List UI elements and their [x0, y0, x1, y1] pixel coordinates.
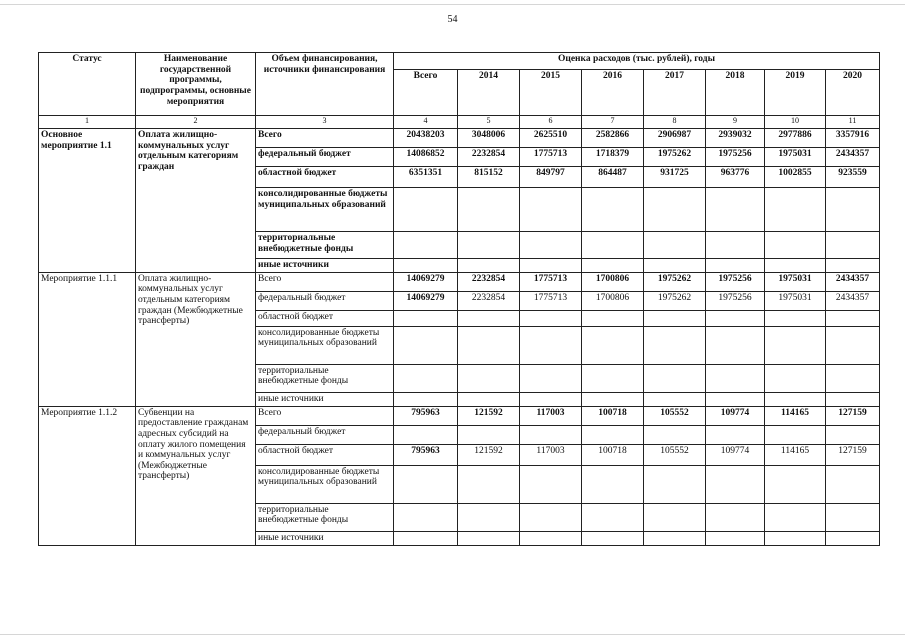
value-year [582, 310, 644, 326]
value-total [394, 465, 458, 503]
value-year: 1775713 [520, 148, 582, 167]
value-year [706, 364, 765, 392]
value-year: 3048006 [458, 129, 520, 148]
value-year: 2232854 [458, 148, 520, 167]
value-year [644, 232, 706, 259]
column-number: 5 [458, 116, 520, 129]
section-status: Основное мероприятие 1.1 [39, 129, 136, 273]
value-year: 1975031 [765, 148, 826, 167]
value-year [520, 425, 582, 444]
value-year [706, 531, 765, 545]
value-year: 121592 [458, 444, 520, 465]
section-status: Мероприятие 1.1.1 [39, 272, 136, 406]
value-year [644, 326, 706, 364]
value-year: 2434357 [826, 272, 880, 291]
financing-source: консолидированные бюджеты муниципальных образований [256, 465, 394, 503]
value-year [644, 503, 706, 531]
value-year: 2582866 [582, 129, 644, 148]
value-year [458, 425, 520, 444]
value-year [520, 310, 582, 326]
value-year: 2232854 [458, 272, 520, 291]
value-year [706, 392, 765, 406]
value-year [582, 259, 644, 273]
section-name: Оплата жилищно-коммунальных услуг отдельным категориям граждан (Межбюджетные трансферты) [136, 272, 256, 406]
financing-source: федеральный бюджет [256, 291, 394, 310]
column-number: 8 [644, 116, 706, 129]
value-year: 3357916 [826, 129, 880, 148]
financing-source: иные источники [256, 392, 394, 406]
value-total: 20438203 [394, 129, 458, 148]
financing-source: федеральный бюджет [256, 148, 394, 167]
value-year: 1700806 [582, 272, 644, 291]
value-year: 117003 [520, 444, 582, 465]
value-total [394, 259, 458, 273]
value-year [644, 310, 706, 326]
column-number: 11 [826, 116, 880, 129]
value-year [458, 188, 520, 232]
value-year: 127159 [826, 406, 880, 425]
value-total [394, 392, 458, 406]
scan-edge-line-top [0, 4, 905, 5]
table-body [39, 129, 880, 546]
section-name: Субвенции на предоставление гражданам адресных субсидий на оплату жилого помещения и коммунальных услуг (Межбюджетные трансферты) [136, 406, 256, 545]
value-year [582, 326, 644, 364]
value-year: 931725 [644, 167, 706, 188]
value-total: 14069279 [394, 291, 458, 310]
column-number: 3 [256, 116, 394, 129]
value-year: 114165 [765, 406, 826, 425]
header-year: Всего [394, 69, 458, 115]
value-year [520, 259, 582, 273]
value-total [394, 326, 458, 364]
value-year: 1975262 [644, 148, 706, 167]
value-year [582, 392, 644, 406]
value-year [520, 188, 582, 232]
financing-source: Всего [256, 406, 394, 425]
value-year [826, 364, 880, 392]
financing-source: областной бюджет [256, 167, 394, 188]
value-year: 2434357 [826, 291, 880, 310]
value-total: 6351351 [394, 167, 458, 188]
value-year [826, 188, 880, 232]
value-year: 1975031 [765, 272, 826, 291]
column-number: 6 [520, 116, 582, 129]
value-year: 1975256 [706, 148, 765, 167]
financing-source: федеральный бюджет [256, 425, 394, 444]
table-row [39, 129, 880, 148]
value-year [520, 392, 582, 406]
value-year [644, 364, 706, 392]
value-year: 109774 [706, 444, 765, 465]
value-year [644, 392, 706, 406]
value-total [394, 364, 458, 392]
value-year: 114165 [765, 444, 826, 465]
header-year: 2017 [644, 69, 706, 115]
value-year: 105552 [644, 406, 706, 425]
value-year: 963776 [706, 167, 765, 188]
value-year: 2906987 [644, 129, 706, 148]
value-year [765, 392, 826, 406]
value-year [765, 425, 826, 444]
value-total: 14086852 [394, 148, 458, 167]
financing-source: территориальные внебюджетные фонды [256, 232, 394, 259]
value-year: 815152 [458, 167, 520, 188]
value-year [582, 364, 644, 392]
value-year: 100718 [582, 444, 644, 465]
value-year [826, 259, 880, 273]
value-year: 1775713 [520, 272, 582, 291]
value-year [458, 392, 520, 406]
value-year [706, 310, 765, 326]
value-year: 1975256 [706, 272, 765, 291]
value-year [765, 232, 826, 259]
value-year [706, 326, 765, 364]
value-year [826, 310, 880, 326]
value-year [582, 188, 644, 232]
value-year [520, 232, 582, 259]
value-year: 1975262 [644, 291, 706, 310]
value-year [706, 503, 765, 531]
value-year [826, 232, 880, 259]
financing-source: иные источники [256, 531, 394, 545]
value-year [826, 392, 880, 406]
value-year: 1975256 [706, 291, 765, 310]
financing-source: областной бюджет [256, 310, 394, 326]
value-year: 2977886 [765, 129, 826, 148]
value-total [394, 232, 458, 259]
value-year [765, 503, 826, 531]
value-total [394, 425, 458, 444]
column-number: 7 [582, 116, 644, 129]
value-year [520, 364, 582, 392]
header-row [39, 53, 880, 70]
financing-source: Всего [256, 272, 394, 291]
value-year [458, 259, 520, 273]
value-year [582, 503, 644, 531]
financing-source: областной бюджет [256, 444, 394, 465]
value-year [582, 232, 644, 259]
value-total [394, 531, 458, 545]
value-year: 1975031 [765, 291, 826, 310]
scan-edge-line-bottom [0, 634, 905, 635]
value-year [520, 531, 582, 545]
value-year [582, 531, 644, 545]
header-year: 2015 [520, 69, 582, 115]
value-year [458, 326, 520, 364]
value-year [706, 188, 765, 232]
value-year: 1718379 [582, 148, 644, 167]
header-status: Статус [39, 53, 136, 116]
header-estimate: Оценка расходов (тыс. рублей), годы [394, 53, 880, 70]
value-year: 1002855 [765, 167, 826, 188]
value-year: 864487 [582, 167, 644, 188]
financing-source: Всего [256, 129, 394, 148]
value-year [706, 465, 765, 503]
value-year: 100718 [582, 406, 644, 425]
value-year [644, 259, 706, 273]
header-financing: Объем финансирования, источники финансирования [256, 53, 394, 116]
value-year [458, 310, 520, 326]
value-year: 1700806 [582, 291, 644, 310]
value-year [458, 531, 520, 545]
value-year [765, 310, 826, 326]
header-year: 2016 [582, 69, 644, 115]
value-year [582, 465, 644, 503]
header-program-name: Наименование государственной программы, подпрограммы, основные мероприятия [136, 53, 256, 116]
value-year: 923559 [826, 167, 880, 188]
financing-source: консолидированные бюджеты муниципальных образований [256, 326, 394, 364]
budget-table [38, 52, 880, 546]
value-year: 2434357 [826, 148, 880, 167]
value-year [458, 503, 520, 531]
value-year [765, 531, 826, 545]
value-year [826, 503, 880, 531]
table-row [39, 406, 880, 425]
value-total: 14069279 [394, 272, 458, 291]
value-year [826, 326, 880, 364]
value-year: 849797 [520, 167, 582, 188]
column-number: 2 [136, 116, 256, 129]
value-year [644, 465, 706, 503]
value-year [644, 425, 706, 444]
value-year [520, 326, 582, 364]
value-total [394, 503, 458, 531]
column-number: 1 [39, 116, 136, 129]
column-number: 4 [394, 116, 458, 129]
value-total: 795963 [394, 406, 458, 425]
value-year: 2232854 [458, 291, 520, 310]
value-year [765, 188, 826, 232]
value-year [765, 326, 826, 364]
value-year: 121592 [458, 406, 520, 425]
value-year [765, 465, 826, 503]
value-year [765, 364, 826, 392]
financing-source: территориальные внебюджетные фонды [256, 364, 394, 392]
header-year: 2019 [765, 69, 826, 115]
value-year: 2625510 [520, 129, 582, 148]
value-year: 105552 [644, 444, 706, 465]
financing-source: территориальные внебюджетные фонды [256, 503, 394, 531]
table-row [39, 272, 880, 291]
value-year [706, 232, 765, 259]
value-total [394, 310, 458, 326]
column-number-row [39, 116, 880, 129]
value-year [458, 232, 520, 259]
value-year: 1975262 [644, 272, 706, 291]
section-name: Оплата жилищно-коммунальных услуг отдельным категориям граждан [136, 129, 256, 273]
header-year: 2014 [458, 69, 520, 115]
column-number: 9 [706, 116, 765, 129]
value-year: 2939032 [706, 129, 765, 148]
value-year [520, 465, 582, 503]
financing-source: иные источники [256, 259, 394, 273]
value-year [520, 503, 582, 531]
value-year: 127159 [826, 444, 880, 465]
value-year [458, 364, 520, 392]
header-year: 2020 [826, 69, 880, 115]
value-total [394, 188, 458, 232]
value-year [826, 531, 880, 545]
value-year [582, 425, 644, 444]
page-number: 54 [447, 14, 458, 25]
value-year: 117003 [520, 406, 582, 425]
value-total: 795963 [394, 444, 458, 465]
section-status: Мероприятие 1.1.2 [39, 406, 136, 545]
value-year [706, 425, 765, 444]
value-year: 109774 [706, 406, 765, 425]
value-year [644, 531, 706, 545]
value-year [458, 465, 520, 503]
value-year [826, 425, 880, 444]
value-year: 1775713 [520, 291, 582, 310]
header-year: 2018 [706, 69, 765, 115]
column-number: 10 [765, 116, 826, 129]
value-year [706, 259, 765, 273]
value-year [765, 259, 826, 273]
financing-source: консолидированные бюджеты муниципальных образований [256, 188, 394, 232]
value-year [644, 188, 706, 232]
value-year [826, 465, 880, 503]
